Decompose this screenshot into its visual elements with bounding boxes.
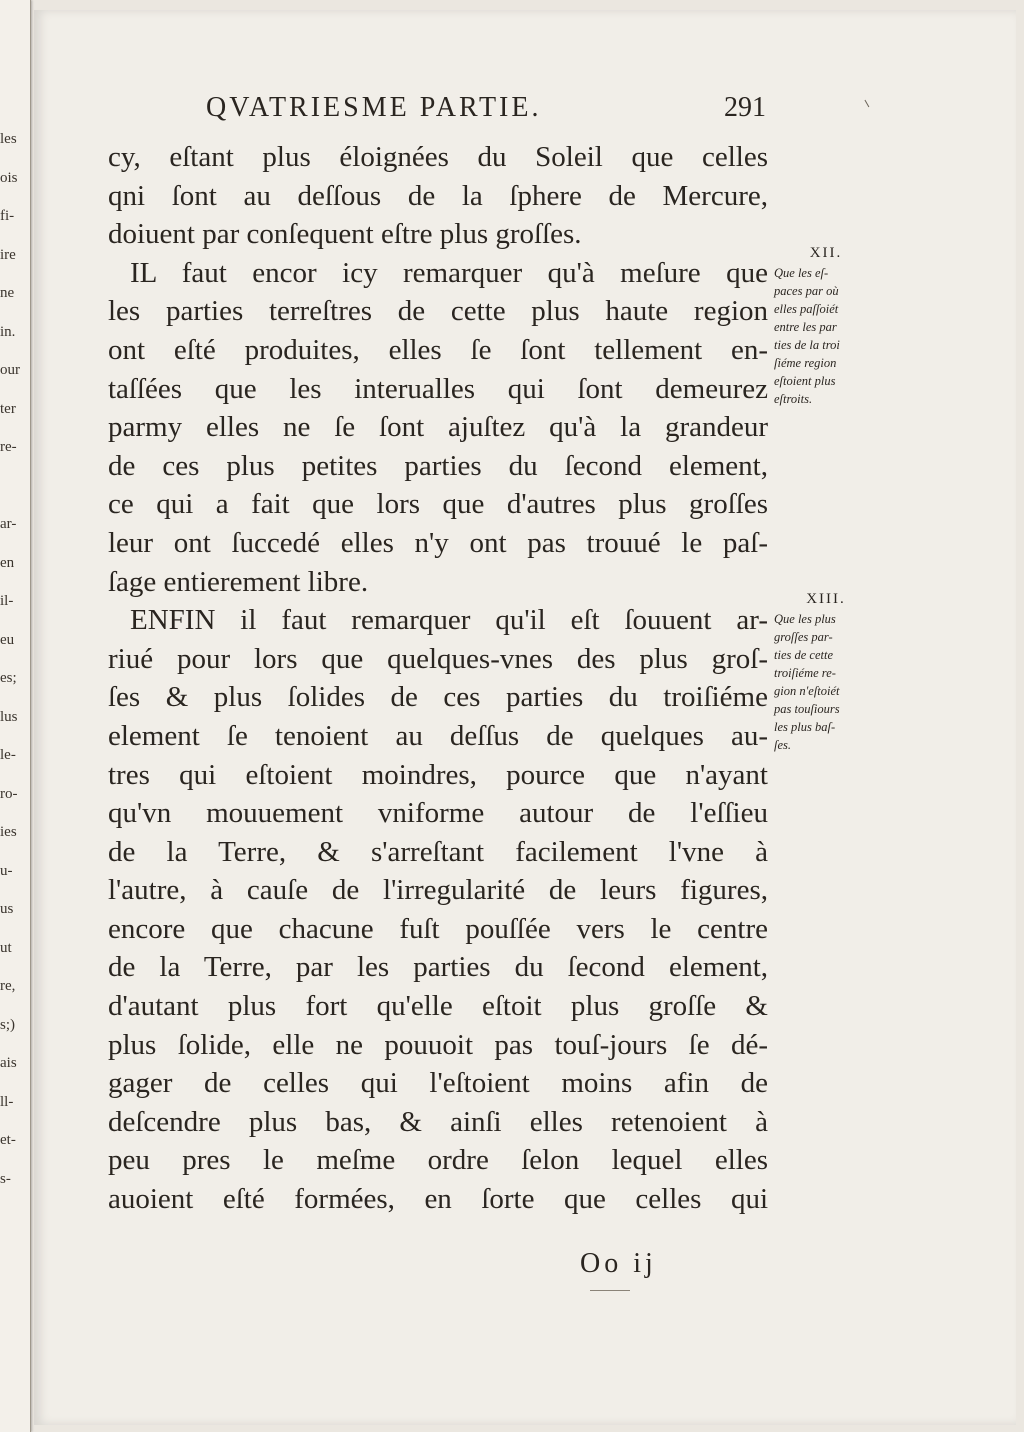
facing-fragment: ais: [0, 1055, 17, 1071]
text-line: doiuent par conſequent eſtre plus groſſes.: [108, 218, 582, 251]
text-line: qni ſont au deſſous de la ſphere de Mercure,: [108, 179, 768, 212]
facing-fragment: in.: [0, 323, 16, 340]
facing-fragment: ois: [0, 169, 18, 186]
facing-fragment: re-: [0, 439, 17, 455]
text-line: de la Terre, & s'arreſtant facilement l'vne à: [108, 835, 768, 868]
margin-note-line: entre les par: [774, 320, 837, 334]
margin-note-line: les plus baſ-: [774, 720, 836, 734]
margin-note-line: ties de la troi: [774, 338, 840, 352]
text-line: cy, eſtant plus éloignées du Soleil que celles: [108, 141, 768, 173]
facing-fragment: fi-: [0, 208, 15, 224]
facing-fragment: ar-: [0, 516, 17, 532]
text-line: tres qui eſtoient moindres, pource que n'ayant: [108, 758, 768, 791]
text-line: ont eſté produites, elles ſe ſont tellement en-: [108, 333, 768, 366]
body-text: [108, 138, 768, 1219]
text-line: qu'vn mouuement vniforme autour de l'eſſieu: [108, 797, 768, 830]
paragraph-start-line: ENFIN il faut remarquer qu'il eſt ſouuent ar-: [130, 604, 768, 637]
facing-fragment: lus: [0, 708, 18, 725]
signature-mark: Oo ij: [580, 1248, 657, 1279]
margin-note-line: Que les plus: [774, 612, 836, 626]
running-head-title: QVATRIESME PARTIE.: [206, 92, 542, 123]
facing-fragment: us: [0, 901, 14, 917]
text-line: gager de celles qui l'eſtoient moins afin de: [108, 1067, 768, 1100]
facing-fragment: our: [0, 362, 20, 378]
text-line: les parties terreſtres de cette plus haute region: [108, 295, 768, 328]
text-line: auoient eſté formées, en ſorte que celles qui: [108, 1183, 768, 1216]
facing-fragment: ll-: [0, 1093, 14, 1110]
margin-note-line: troiſiéme re-: [774, 666, 836, 680]
margin-note-line: elles paſſoiét: [774, 302, 839, 316]
text-line: parmy elles ne ſe ſont ajuſtez qu'à la grandeur: [108, 411, 768, 444]
text-line: plus ſolide, elle ne pouuoit pas touſ-jours ſe dé-: [108, 1028, 768, 1061]
text-line: de ces plus petites parties du ſecond element,: [108, 449, 768, 482]
margin-note-line: gion n'eſtoiét: [774, 684, 840, 698]
facing-page-fragments: [0, 120, 26, 1198]
facing-page-edge: [0, 0, 31, 1432]
signature-underline: [590, 1290, 630, 1291]
margin-note-number: XII.: [809, 245, 843, 261]
text-line: encore que chacune fuſt pouſſée vers le centre: [108, 912, 768, 945]
text-line: peu pres le meſme ordre ſelon lequel elles: [108, 1144, 768, 1177]
paragraph-start-line: IL faut encor icy remarquer qu'à meſure que: [130, 256, 768, 289]
margin-note-xiii: [774, 590, 878, 754]
text-line: leur ont ſuccedé elles n'y ont pas trouué le paſ-: [108, 526, 768, 559]
text-line: ſes & plus ſolides de ces parties du troiſiéme: [108, 681, 768, 714]
margin-note-line: eſtroits.: [774, 392, 813, 406]
facing-fragment: les: [0, 131, 17, 147]
facing-fragment: u-: [0, 862, 13, 879]
facing-fragment: le-: [0, 747, 16, 763]
margin-note-line: ſiéme region: [774, 356, 837, 370]
margin-note-xii: [774, 244, 878, 408]
margin-note-line: ties de cette: [774, 648, 833, 662]
facing-fragment: ire: [0, 246, 16, 263]
margin-note-number: XIII.: [806, 591, 846, 607]
margin-note-line: Que les eſ-: [774, 266, 829, 280]
facing-fragment: [0, 467, 26, 506]
margin-note-line: ſes.: [774, 738, 792, 752]
facing-fragment: il-: [0, 593, 14, 609]
facing-fragment: ut: [0, 939, 12, 956]
facing-fragment: re,: [0, 978, 16, 994]
text-line: deſcendre plus bas, & ainſi elles retenoient à: [108, 1105, 768, 1138]
facing-fragment: et-: [0, 1132, 16, 1148]
text-line: element ſe tenoient au deſſus de quelques au-: [108, 719, 768, 752]
margin-note-line: eſtoient plus: [774, 374, 836, 388]
facing-fragment: ne: [0, 285, 15, 301]
text-line: ce qui a fait que lors que d'autres plus groſſes: [108, 488, 768, 521]
facing-fragment: ies: [0, 824, 17, 840]
facing-fragment: s;): [0, 1016, 15, 1033]
facing-fragment: en: [0, 554, 15, 571]
margin-note-line: paces par où: [774, 284, 839, 298]
text-line: ſage entierement libre.: [108, 565, 369, 598]
text-line: de la Terre, par les parties du ſecond element,: [108, 951, 768, 984]
facing-fragment: ter: [0, 400, 16, 417]
text-line: l'autre, à cauſe de l'irregularité de leurs figures,: [108, 874, 768, 907]
text-line: riué pour lors que quelques-vnes des plus groſ-: [108, 642, 768, 675]
margin-note-line: groſſes par-: [774, 630, 833, 644]
text-line: d'autant plus fort qu'elle eſtoit plus groſſe &: [108, 990, 768, 1023]
running-head: [206, 92, 766, 124]
facing-fragment: eu: [0, 631, 15, 648]
facing-fragment: es;: [0, 670, 17, 686]
margin-note-line: pas touſiours: [774, 702, 840, 716]
text-line: taſſées que les interualles qui ſont demeurez: [108, 372, 768, 405]
page-number: 291: [724, 92, 766, 123]
facing-fragment: ro-: [0, 785, 18, 802]
facing-fragment: s-: [0, 1170, 11, 1187]
